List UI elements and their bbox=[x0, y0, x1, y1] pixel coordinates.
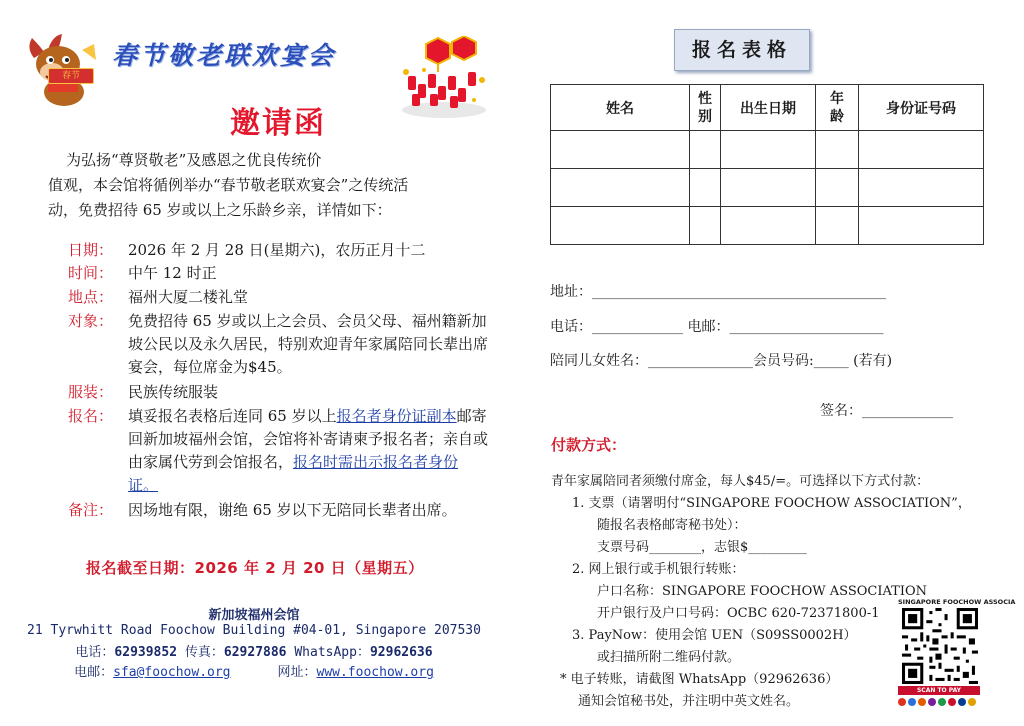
event-banner-title: 春节敬老联欢宴会 bbox=[112, 41, 337, 70]
bank-logo-icon bbox=[948, 698, 956, 706]
festive-scroll-text: 春节 bbox=[61, 71, 80, 81]
col-gender: 性别 bbox=[690, 85, 721, 131]
time-label: 时间： bbox=[68, 264, 114, 282]
email-link[interactable]: sfa@foochow.org bbox=[113, 665, 231, 680]
input-cell[interactable] bbox=[551, 131, 690, 169]
pay-bank-line-2: 户口名称：SINGAPORE FOOCHOW ASSOCIATION bbox=[597, 584, 928, 599]
org-address: 21 Tyrwhitt Road Foochow Building #04-01, Singapore 207530 bbox=[27, 623, 481, 638]
registration-form-title: 报名表格 bbox=[674, 29, 810, 71]
input-cell[interactable] bbox=[816, 207, 859, 245]
pay-cheque-line-2: 随报名表格邮寄秘书处）： bbox=[597, 518, 747, 533]
dress-value: 民族传统服装 bbox=[128, 383, 219, 401]
detail-time bbox=[68, 262, 488, 285]
intro-line: 值观，本会馆将循例举办“春节敬老联欢宴会”之传统活 bbox=[48, 176, 409, 194]
input-cell[interactable] bbox=[859, 207, 984, 245]
detail-venue bbox=[68, 286, 488, 309]
bank-logos bbox=[898, 698, 984, 706]
pay-bank-line-3: 开户银行及户口号码：OCBC 620-72371800-1 bbox=[597, 606, 880, 621]
detail-target bbox=[68, 310, 488, 379]
time-value: 中午 12 时正 bbox=[128, 264, 217, 282]
qr-org-label: SINGAPORE FOOCHOW ASSOCIA bbox=[898, 598, 1016, 606]
col-dob: 出生日期 bbox=[721, 85, 816, 131]
intro-line: 动，免费招待 65 岁或以上之乐龄乡亲，详情如下： bbox=[48, 201, 392, 219]
website-link[interactable]: www.foochow.org bbox=[316, 665, 434, 680]
pay-note-line-1: * 电子转账，请截图 WhatsApp（92962636） bbox=[560, 672, 839, 687]
pay-cheque-line-3: 支票号码________，志银$_________ bbox=[597, 540, 807, 555]
input-cell[interactable] bbox=[721, 131, 816, 169]
input-cell[interactable] bbox=[859, 169, 984, 207]
detail-date bbox=[68, 239, 488, 262]
pay-note-line-2: 通知会馆秘书处，并注明中英文姓名。 bbox=[578, 694, 800, 709]
table-row bbox=[551, 131, 984, 169]
bank-logo-icon bbox=[958, 698, 966, 706]
phone-number: 62939852 bbox=[114, 645, 178, 660]
phone-email-field[interactable]: 电话：_____________ 电邮：______________________ bbox=[550, 319, 884, 335]
col-name: 姓名 bbox=[551, 85, 690, 131]
dress-label: 服装： bbox=[68, 383, 114, 401]
target-value: 免费招待 65 岁或以上之会员、会员父母、福州籍新加坡公民以及永久居民，特别欢迎青年家属陪同长辈出席宴会，每位席金为$45。 bbox=[128, 312, 489, 376]
input-cell[interactable] bbox=[859, 131, 984, 169]
venue-value: 福州大厦二楼礼堂 bbox=[128, 288, 249, 306]
pay-paynow-line-2: 或扫描所附二维码付款。 bbox=[597, 650, 741, 665]
input-cell[interactable] bbox=[551, 169, 690, 207]
remark-value: 因场地有限，谢绝 65 岁以下无陪同长辈者出席。 bbox=[128, 501, 457, 519]
bank-logo-icon bbox=[908, 698, 916, 706]
bank-logo-icon bbox=[898, 698, 906, 706]
input-cell[interactable] bbox=[690, 169, 721, 207]
paynow-qr-block[interactable] bbox=[898, 598, 1016, 710]
org-contacts bbox=[20, 641, 488, 660]
pay-bank-line-1: 2. 网上银行或手机银行转账： bbox=[572, 562, 745, 577]
detail-signup bbox=[68, 405, 488, 497]
payment-intro: 青年家属陪同者须缴付席金，每人$45/=。可选择以下方式付款： bbox=[551, 474, 930, 489]
detail-remark bbox=[68, 499, 488, 522]
festive-scroll bbox=[48, 68, 94, 84]
fax-number: 62927886 bbox=[223, 645, 287, 660]
signup-value bbox=[128, 405, 488, 497]
bank-logo-icon bbox=[928, 698, 936, 706]
table-row bbox=[551, 207, 984, 245]
detail-dress bbox=[68, 381, 488, 404]
whatsapp-label: WhatsApp： bbox=[294, 645, 370, 660]
payment-title: 付款方式： bbox=[551, 436, 627, 454]
input-cell[interactable] bbox=[721, 207, 816, 245]
address-field[interactable]: 地址：__________________________________________ bbox=[550, 284, 886, 300]
date-label: 日期： bbox=[68, 241, 114, 259]
signup-text-2: 邮寄回新加坡福州会馆，会馆将补寄请柬予报名者；亲自或由家属代劳到会馆报名， bbox=[128, 407, 489, 471]
scan-to-pay-label: SCAN TO PAY bbox=[898, 686, 980, 695]
input-cell[interactable] bbox=[816, 131, 859, 169]
phone-label: 电话： bbox=[75, 645, 115, 660]
input-cell[interactable] bbox=[816, 169, 859, 207]
intro-line: 为弘扬“尊贤敬老”及感恩之优良传统价 bbox=[66, 151, 322, 169]
paynow-qr-code[interactable] bbox=[902, 608, 978, 684]
bank-logo-icon bbox=[938, 698, 946, 706]
org-online bbox=[20, 661, 488, 680]
registration-table bbox=[550, 84, 984, 245]
signup-label: 报名： bbox=[68, 407, 114, 425]
date-value: 2026 年 2 月 28 日(星期六)，农历正月十二 bbox=[128, 241, 426, 259]
escort-member-field[interactable]: 陪同儿女姓名：_______________会员号码:_____ (若有) bbox=[550, 353, 893, 369]
bank-logo-icon bbox=[968, 698, 976, 706]
col-age: 年龄 bbox=[816, 85, 859, 131]
firecracker-lantern-illustration bbox=[398, 36, 490, 120]
bank-logo-icon bbox=[918, 698, 926, 706]
id-required-link[interactable]: 报名时需出示报名者身份证。 bbox=[128, 453, 459, 494]
input-cell[interactable] bbox=[551, 207, 690, 245]
web-label: 网址： bbox=[277, 665, 317, 680]
signup-text-1: 填妥报名表格后连同 65 岁以上 bbox=[128, 407, 337, 425]
registration-deadline: 报名截至日期：2026 年 2 月 20 日（星期五） bbox=[86, 559, 424, 577]
intro-paragraph bbox=[48, 148, 488, 223]
table-header-row bbox=[551, 85, 984, 131]
input-cell[interactable] bbox=[690, 207, 721, 245]
whatsapp-number: 92962636 bbox=[369, 645, 433, 660]
table-row bbox=[551, 169, 984, 207]
remark-label: 备注： bbox=[68, 501, 114, 519]
org-name: 新加坡福州会馆 bbox=[208, 608, 300, 623]
signature-field[interactable]: 签名：_____________ bbox=[820, 403, 953, 419]
target-label: 对象： bbox=[68, 312, 114, 330]
pay-cheque-line-1: 1. 支票（请署明付“SINGAPORE FOOCHOW ASSOCIATION”， bbox=[572, 496, 971, 511]
invitation-title: 邀请函 bbox=[230, 106, 326, 141]
id-copy-link[interactable]: 报名者身份证副本 bbox=[336, 407, 457, 425]
venue-label: 地点： bbox=[68, 288, 114, 306]
input-cell[interactable] bbox=[721, 169, 816, 207]
input-cell[interactable] bbox=[690, 131, 721, 169]
pay-paynow-line-1: 3. PayNow：使用会馆 UEN（S09SS0002H） bbox=[572, 628, 857, 643]
email-label: 电邮： bbox=[74, 665, 114, 680]
fax-label: 传真： bbox=[184, 645, 224, 660]
col-id: 身份证号码 bbox=[859, 85, 984, 131]
